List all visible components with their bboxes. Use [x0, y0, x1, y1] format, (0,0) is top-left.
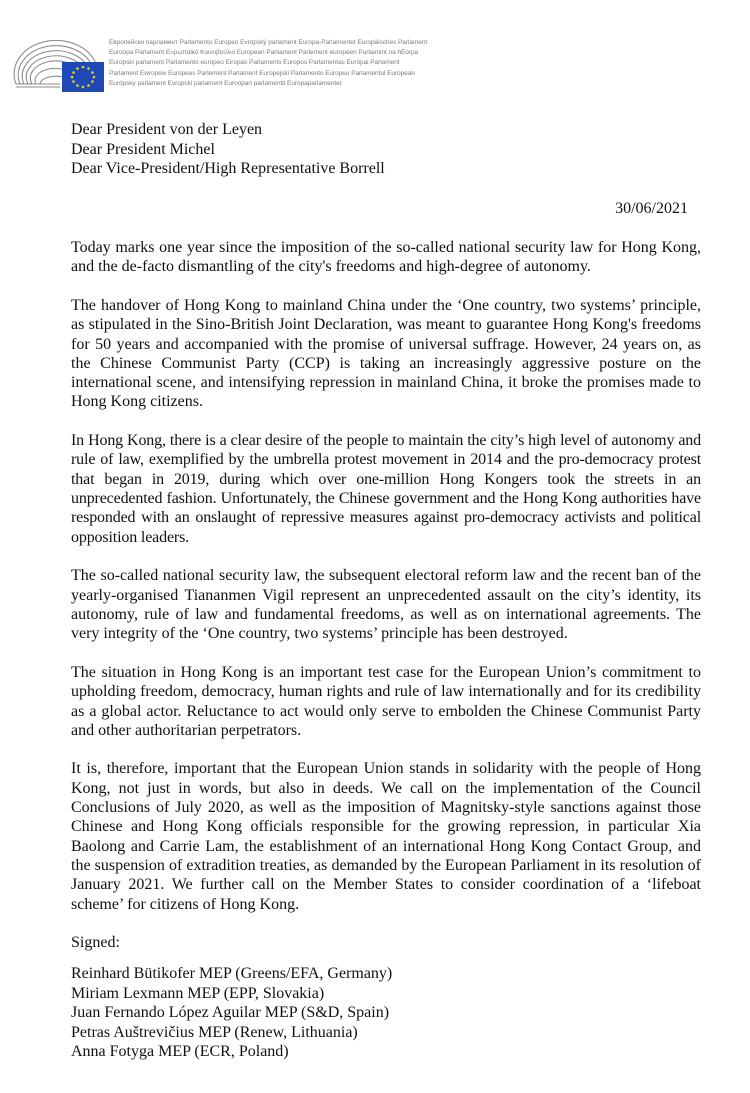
letterhead-line: Parlament Ewropew Europees Parlement Parlament Europejski Parlamento Europeu Parlamentul European: [109, 69, 415, 77]
salutation-line: Dear President Michel: [71, 140, 215, 158]
signatory: Miriam Lexmann MEP (EPP, Slovakia): [71, 984, 325, 1002]
signatories-list: [71, 964, 392, 1062]
signed-label: Signed:: [71, 934, 120, 952]
body-paragraph: The handover of Hong Kong to mainland China under the ‘One country, two systems’ principle, as stipulated in the Sino-British Joint Declaration, was meant to guarantee Hong Kong's freedoms for 50 years and accompanied with the promise of universal suffrage. However, 24 years on, as the Chinese Communist Party (CCP) is taking an increasingly aggressive posture on the international scene, and intensifying repression in mainland China, it broke the promises made to Hong Kong citizens.: [71, 296, 701, 411]
signatory: Reinhard Bütikofer MEP (Greens/EFA, Germany): [71, 965, 393, 982]
body-paragraph: The so-called national security law, the subsequent electoral reform law and the recent ban of the yearly-organised Tiananmen Vigil represent an unprecedented assault on the city’s identity, its autonomy, rule of law and fundamental freedoms, as well as on international agreements. The very integrity of the ‘One country, two systems’ principle has been destroyed.: [71, 567, 701, 643]
letterhead-line: Europski parlament Parlamento europeo Eiropas Parlaments Europos Parlamentas Európai Parlament: [109, 59, 400, 67]
body-paragraph: Today marks one year since the imposition of the so-called national security law for Hong Kong, and the de-facto dismantling of the city's freedoms and high-degree of autonomy.: [71, 239, 701, 276]
salutation-line: Dear Vice-President/High Representative Borrell: [71, 160, 385, 177]
signatory: Anna Fotyga MEP (ECR, Poland): [71, 1043, 289, 1061]
signatory: Juan Fernando López Aguilar MEP (S&D, Spain): [71, 1004, 390, 1022]
body-paragraph: The situation in Hong Kong is an important test case for the European Union’s commitment to upholding freedom, democracy, human rights and rule of law internationally and for its credibility as a global actor. Reluctance to act would only serve to embolden the Chinese Communist Party and other authoritarian perpetrators.: [71, 663, 701, 739]
european-parliament-logo: [12, 40, 106, 94]
letterhead-line: Euroopa Parlament Ευρωπαϊκό Κοινοβούλιο European Parliament Parlement européen Parlaimint na hEorpa: [109, 49, 419, 57]
salutations: [71, 120, 385, 179]
signatory: Petras Auštrevičius MEP (Renew, Lithuania): [71, 1023, 358, 1041]
letterhead-line: Európsky parlament Evropski parlament Euroopan parlamentti Europaparlamentet: [109, 79, 342, 87]
salutation-line: Dear President von der Leyen: [71, 121, 263, 138]
letterhead-line: Европейски парламент Parlamento Europeo Evropský parlament Europa-Parlamentet Europäisches Parlament: [109, 39, 428, 46]
body-paragraph: It is, therefore, important that the European Union stands in solidarity with the people of Hong Kong, not just in words, but also in deeds. We call on the implementation of the Council Conclusions of July 2020, as well as the imposition of Magnitsky-style sanctions against those Chinese and Hong Kong officials responsible for the growing repression, in particular Xia Baolong and Carrie Lam, the establishment of an international Hong Kong Contact Group, and the suspension of extradition treaties, as demanded by the European Parliament in its resolution of January 2021. We further call on the Member States to consider coordination of a ‘lifeboat scheme’ for citizens of Hong Kong.: [71, 760, 701, 913]
body-paragraph: In Hong Kong, there is a clear desire of the people to maintain the city’s high level of autonomy and rule of law, exemplified by the umbrella protest movement in 2014 and the pro-democracy protest that began in 2019, during which over one-million Hong Kongers took the streets in an unprecedented fashion. Unfortunately, the Chinese government and the Hong Kong authorities have responded with an onslaught of repressive measures against pro-democracy activists and political opposition leaders.: [71, 432, 701, 546]
letter-body: [71, 238, 701, 972]
letterhead-language-names: [109, 38, 454, 89]
letterhead: [12, 38, 452, 96]
letter-date: 30/06/2021: [615, 200, 688, 217]
